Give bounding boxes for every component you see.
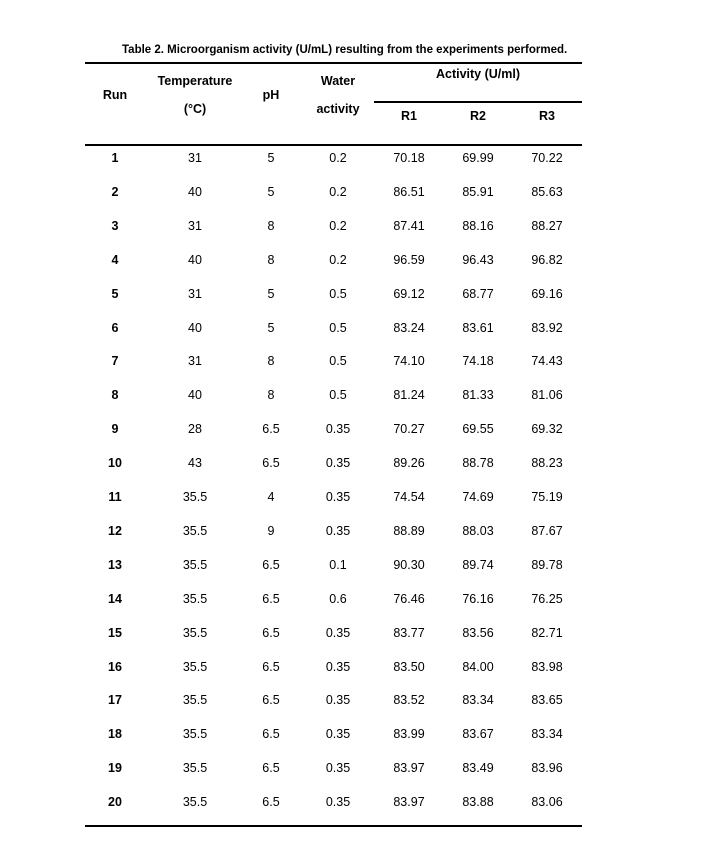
cell-water-activity: 0.5 <box>329 321 347 335</box>
cell-temperature: 35.5 <box>182 524 208 538</box>
cell-r1: 87.41 <box>393 219 425 233</box>
cell-r1: 81.24 <box>393 388 425 402</box>
cell-r3: 85.63 <box>531 185 563 199</box>
cell-water-activity: 0.2 <box>329 185 347 199</box>
cell-water-activity: 0.2 <box>329 151 347 165</box>
cell-water-activity: 0.35 <box>325 626 351 640</box>
cell-run: 15 <box>108 626 122 640</box>
cell-r1: 96.59 <box>393 253 425 267</box>
cell-ph: 8 <box>267 354 275 368</box>
header-run: Run <box>102 88 128 102</box>
cell-r2: 83.61 <box>462 321 494 335</box>
cell-temperature: 35.5 <box>182 693 208 707</box>
cell-run: 14 <box>108 592 122 606</box>
cell-r1: 83.50 <box>393 660 425 674</box>
cell-r1: 83.97 <box>393 761 425 775</box>
cell-r1: 90.30 <box>393 558 425 572</box>
cell-water-activity: 0.35 <box>325 422 351 436</box>
cell-r3: 83.06 <box>531 795 563 809</box>
cell-r2: 88.03 <box>462 524 494 538</box>
cell-r1: 76.46 <box>393 592 425 606</box>
cell-ph: 6.5 <box>262 795 280 809</box>
cell-run: 19 <box>108 761 122 775</box>
cell-r2: 69.99 <box>462 151 494 165</box>
cell-water-activity: 0.6 <box>329 592 347 606</box>
cell-r2: 83.34 <box>462 693 494 707</box>
cell-r3: 88.27 <box>531 219 563 233</box>
cell-temperature: 40 <box>188 185 202 199</box>
cell-run: 6 <box>111 321 119 335</box>
cell-temperature: 35.5 <box>182 490 208 504</box>
cell-water-activity: 0.35 <box>325 693 351 707</box>
cell-r2: 68.77 <box>462 287 494 301</box>
cell-r3: 83.92 <box>531 321 563 335</box>
cell-r3: 69.16 <box>531 287 563 301</box>
cell-temperature: 40 <box>188 253 202 267</box>
cell-ph: 8 <box>267 388 275 402</box>
cell-ph: 6.5 <box>262 626 280 640</box>
cell-temperature: 40 <box>188 321 202 335</box>
cell-ph: 5 <box>267 287 275 301</box>
cell-ph: 5 <box>267 151 275 165</box>
cell-water-activity: 0.2 <box>329 219 347 233</box>
cell-run: 10 <box>108 456 122 470</box>
cell-temperature: 40 <box>188 388 202 402</box>
cell-r1: 83.97 <box>393 795 425 809</box>
cell-run: 11 <box>108 490 122 504</box>
cell-temperature: 35.5 <box>182 761 208 775</box>
cell-r2: 88.78 <box>462 456 494 470</box>
cell-run: 3 <box>111 219 119 233</box>
cell-r2: 83.56 <box>462 626 494 640</box>
cell-r2: 81.33 <box>462 388 494 402</box>
cell-r1: 83.52 <box>393 693 425 707</box>
cell-ph: 6.5 <box>262 727 280 741</box>
cell-r2: 83.88 <box>462 795 494 809</box>
cell-run: 20 <box>108 795 122 809</box>
bottom-rule <box>85 825 582 827</box>
cell-water-activity: 0.35 <box>325 490 351 504</box>
cell-r1: 70.27 <box>393 422 425 436</box>
cell-temperature: 43 <box>188 456 202 470</box>
cell-water-activity: 0.35 <box>325 660 351 674</box>
cell-r2: 76.16 <box>462 592 494 606</box>
cell-r2: 88.16 <box>462 219 494 233</box>
cell-ph: 5 <box>267 321 275 335</box>
cell-ph: 8 <box>267 253 275 267</box>
cell-ph: 9 <box>267 524 275 538</box>
cell-run: 7 <box>111 354 119 368</box>
cell-r1: 89.26 <box>393 456 425 470</box>
header-ph: pH <box>262 88 280 102</box>
cell-r1: 69.12 <box>393 287 425 301</box>
cell-water-activity: 0.5 <box>329 354 347 368</box>
cell-r1: 70.18 <box>393 151 425 165</box>
cell-r1: 83.99 <box>393 727 425 741</box>
cell-r3: 83.98 <box>531 660 563 674</box>
top-rule <box>85 62 582 64</box>
header-water: Water <box>320 74 356 88</box>
header-activity-group: Activity (U/ml) <box>435 67 521 81</box>
cell-r3: 83.34 <box>531 727 563 741</box>
cell-run: 1 <box>111 151 119 165</box>
cell-r2: 69.55 <box>462 422 494 436</box>
cell-water-activity: 0.35 <box>325 524 351 538</box>
cell-r1: 83.24 <box>393 321 425 335</box>
cell-ph: 6.5 <box>262 592 280 606</box>
cell-r3: 76.25 <box>531 592 563 606</box>
cell-temperature: 35.5 <box>182 558 208 572</box>
cell-water-activity: 0.35 <box>325 456 351 470</box>
cell-r1: 88.89 <box>393 524 425 538</box>
cell-temperature: 35.5 <box>182 660 208 674</box>
cell-r3: 69.32 <box>531 422 563 436</box>
cell-r2: 84.00 <box>462 660 494 674</box>
cell-r2: 96.43 <box>462 253 494 267</box>
cell-run: 16 <box>108 660 122 674</box>
cell-ph: 6.5 <box>262 456 280 470</box>
cell-r2: 74.69 <box>462 490 494 504</box>
cell-water-activity: 0.5 <box>329 388 347 402</box>
cell-temperature: 31 <box>188 287 202 301</box>
cell-r3: 81.06 <box>531 388 563 402</box>
table-caption: Table 2. Microorganism activity (U/mL) resulting from the experiments performed. <box>122 44 568 56</box>
cell-ph: 6.5 <box>262 422 280 436</box>
cell-temperature: 35.5 <box>182 592 208 606</box>
cell-temperature: 35.5 <box>182 795 208 809</box>
header-bottom-rule <box>85 144 582 146</box>
cell-r3: 96.82 <box>531 253 563 267</box>
cell-water-activity: 0.35 <box>325 727 351 741</box>
cell-ph: 6.5 <box>262 660 280 674</box>
cell-run: 5 <box>111 287 119 301</box>
cell-ph: 5 <box>267 185 275 199</box>
cell-r3: 89.78 <box>531 558 563 572</box>
header-temperature: Temperature <box>157 74 233 88</box>
cell-r1: 83.77 <box>393 626 425 640</box>
cell-run: 2 <box>111 185 119 199</box>
activity-subrule <box>374 101 582 103</box>
cell-r3: 82.71 <box>531 626 563 640</box>
cell-water-activity: 0.35 <box>325 795 351 809</box>
cell-ph: 6.5 <box>262 558 280 572</box>
cell-run: 13 <box>108 558 122 572</box>
cell-water-activity: 0.2 <box>329 253 347 267</box>
cell-r3: 74.43 <box>531 354 563 368</box>
header-r3: R3 <box>539 109 555 123</box>
header-r1: R1 <box>401 109 417 123</box>
cell-r3: 88.23 <box>531 456 563 470</box>
cell-r2: 83.49 <box>462 761 494 775</box>
cell-ph: 4 <box>267 490 275 504</box>
cell-temperature: 31 <box>188 354 202 368</box>
cell-run: 12 <box>108 524 122 538</box>
cell-temperature: 31 <box>188 219 202 233</box>
cell-water-activity: 0.1 <box>329 558 347 572</box>
header-water-activity: activity <box>316 102 360 116</box>
cell-run: 4 <box>111 253 119 267</box>
cell-r1: 74.54 <box>393 490 425 504</box>
cell-r3: 75.19 <box>531 490 563 504</box>
cell-temperature: 31 <box>188 151 202 165</box>
cell-temperature: 28 <box>188 422 202 436</box>
cell-water-activity: 0.5 <box>329 287 347 301</box>
cell-r2: 85.91 <box>462 185 494 199</box>
cell-r2: 83.67 <box>462 727 494 741</box>
cell-r3: 70.22 <box>531 151 563 165</box>
header-r2: R2 <box>470 109 486 123</box>
cell-ph: 6.5 <box>262 761 280 775</box>
cell-r1: 86.51 <box>393 185 425 199</box>
cell-ph: 8 <box>267 219 275 233</box>
cell-run: 17 <box>108 693 122 707</box>
cell-run: 8 <box>111 388 119 402</box>
cell-r2: 89.74 <box>462 558 494 572</box>
header-temperature-unit: (°C) <box>183 102 207 116</box>
cell-ph: 6.5 <box>262 693 280 707</box>
cell-r3: 87.67 <box>531 524 563 538</box>
cell-r3: 83.65 <box>531 693 563 707</box>
cell-r2: 74.18 <box>462 354 494 368</box>
cell-r1: 74.10 <box>393 354 425 368</box>
cell-run: 9 <box>111 422 119 436</box>
cell-run: 18 <box>108 727 122 741</box>
cell-temperature: 35.5 <box>182 626 208 640</box>
cell-water-activity: 0.35 <box>325 761 351 775</box>
cell-r3: 83.96 <box>531 761 563 775</box>
cell-temperature: 35.5 <box>182 727 208 741</box>
